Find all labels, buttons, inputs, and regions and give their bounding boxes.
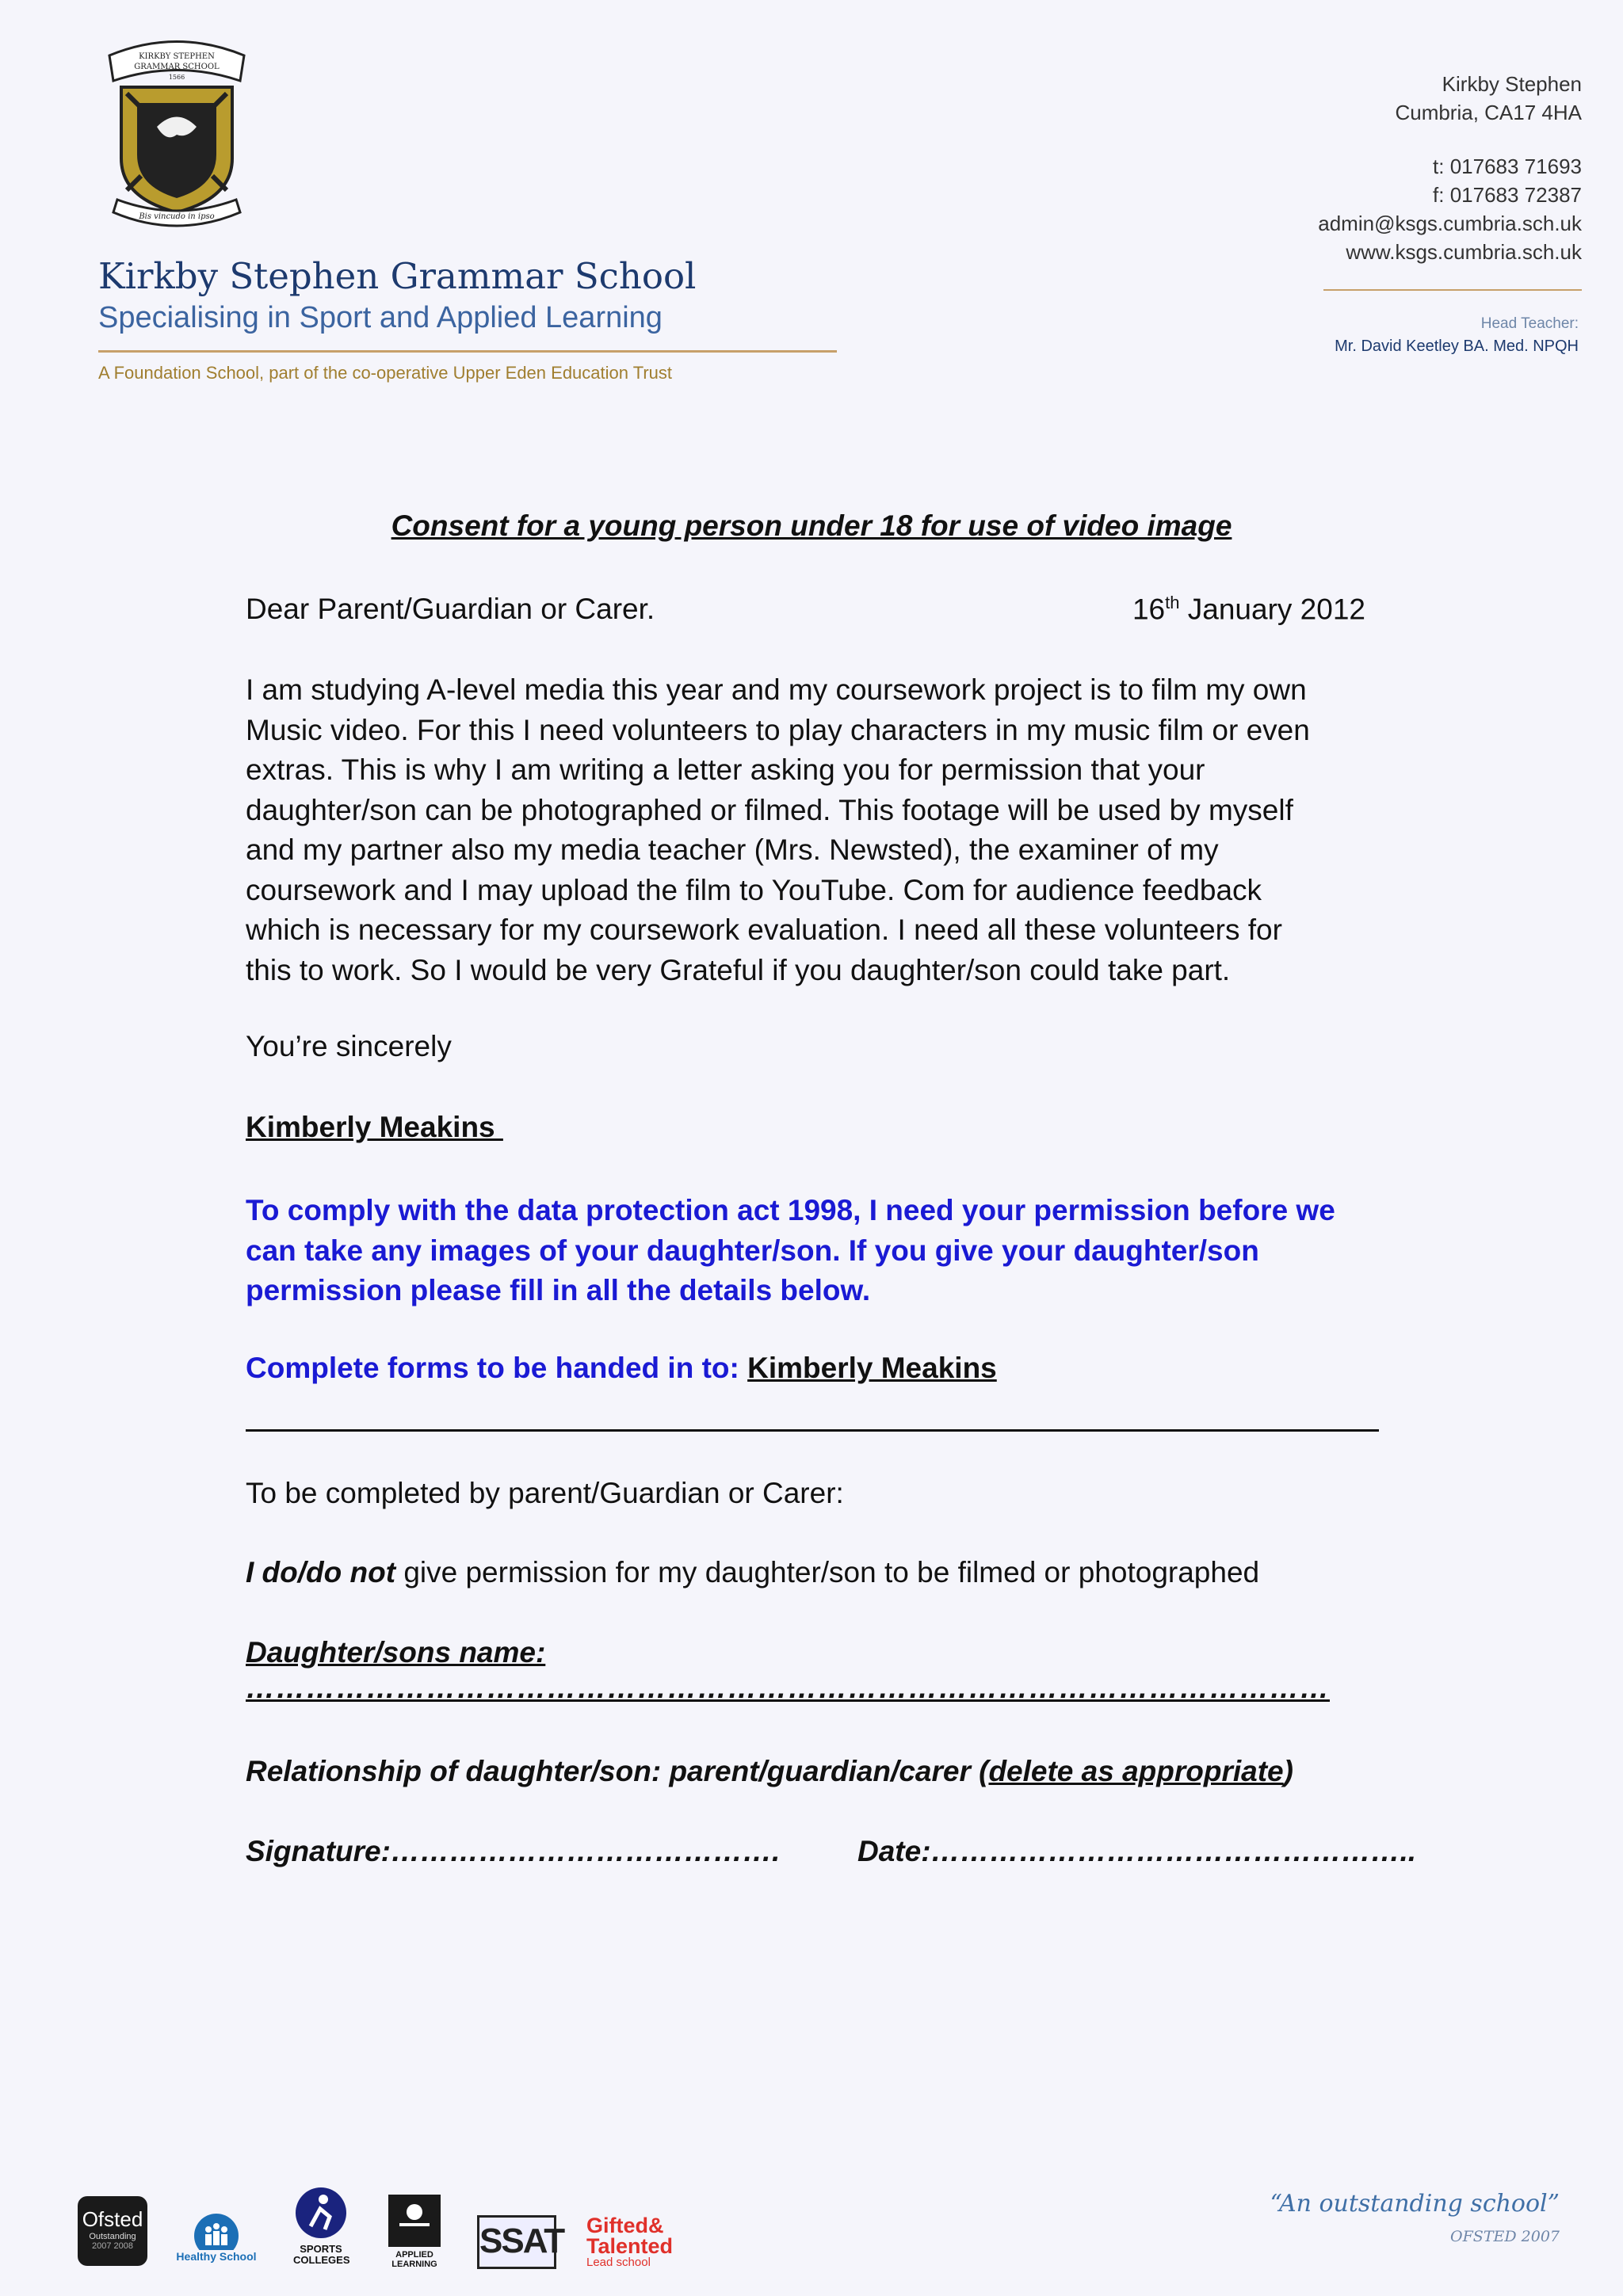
body-line: I am studying A-level media this year and my coursework project is to film my own [246,673,1307,706]
permission-text: give permission for my daughter/son to be filmed or photographed [395,1556,1260,1589]
ofsted-logo [78,2196,147,2266]
relationship-delete-note: delete as appropriate [988,1755,1284,1787]
date-suffix: th [1165,593,1180,612]
gifted-line: Gifted& [586,2214,664,2237]
lead-school-line: Lead school [586,2256,651,2269]
permission-option[interactable]: I do/do not [246,1556,396,1589]
child-name-label: Daughter/sons name: [246,1636,546,1669]
hand-in-label: Complete forms to be handed in to: [246,1352,748,1384]
permission-statement [246,1556,1259,1589]
school-name: Kirkby Stephen Grammar School [98,255,697,297]
body-line: and my partner also my media teacher (Mrs. Newsted), the examiner of my [246,833,1219,866]
relationship-field[interactable] [246,1755,1293,1788]
applied-learning-label: APPLIED LEARNING [391,2250,437,2269]
notice-line: To comply with the data protection act 1998, I need your permission before we [246,1194,1335,1226]
talented-line: Talented [586,2234,674,2258]
svg-text:Bis vincudo in ipso: Bis vincudo in ipso [139,212,215,221]
signature-field[interactable]: Signature:…………………………………. [246,1835,781,1867]
school-crest [94,32,260,230]
data-protection-notice [246,1191,1335,1311]
ofsted-years: 2007 2008 [92,2241,133,2251]
relationship-close: ) [1283,1755,1293,1787]
letter-body [246,670,1387,990]
outstanding-quote: “An outstanding school” [1270,2190,1560,2218]
phone-number: t: 017683 71693 [1433,154,1582,178]
signer-name: Kimberly Meakins [246,1111,503,1143]
body-line: daughter/son can be photographed or filmed. This footage will be used by myself [246,793,1293,826]
head-teacher-name: Mr. David Keetley BA. Med. NPQH [1335,338,1579,355]
svg-text:1566: 1566 [168,74,185,81]
school-tagline: Specialising in Sport and Applied Learning [98,301,663,334]
fax-number: f: 017683 72387 [1433,183,1582,207]
salutation: Dear Parent/Guardian or Carer. [246,593,655,625]
notice-line: permission please fill in all the details below. [246,1274,871,1306]
svg-text:KIRKBY STEPHEN: KIRKBY STEPHEN [139,52,215,61]
relationship-text: Relationship of daughter/son: parent/guardian/carer ( [246,1755,989,1787]
date-day: 16 [1132,593,1166,626]
hand-in-name: Kimberly Meakins [747,1352,997,1384]
contact-block [1318,70,1582,266]
hand-in-instruction [246,1352,997,1385]
contact-divider [1323,289,1582,291]
ofsted-year: OFSTED 2007 [1450,2228,1560,2245]
gifted-talented-logo [586,2214,689,2269]
body-line: extras. This is why I am writing a letter asking you for permission that your [246,753,1205,786]
ofsted-sub: Outstanding [89,2232,136,2241]
foundation-statement: A Foundation School, part of the co-operative Upper Eden Education Trust [98,363,673,383]
letter-date [1132,593,1365,626]
body-line: which is necessary for my coursework evaluation. I need all these volunteers for [246,913,1282,946]
applied-learning-logo [387,2195,442,2267]
sports-colleges-logo [293,2185,349,2267]
body-line: Music video. For this I need volunteers to play characters in my music film or even [246,713,1310,746]
address-line-1: Kirkby Stephen [1442,72,1582,96]
date-field[interactable]: Date:………………………………………….. [857,1835,1417,1867]
child-name-field[interactable]: ……………………………………………………………………………………………… [246,1672,1330,1704]
body-line: coursework and I may upload the film to YouTube. Com for audience feedback [246,873,1262,906]
notice-line: can take any images of your daughter/son. If you give your daughter/son [246,1234,1259,1267]
svg-text:GRAMMAR SCHOOL: GRAMMAR SCHOOL [134,63,220,71]
body-line: this to work. So I would be very Grateful if you daughter/son could take part. [246,953,1231,986]
head-teacher-label: Head Teacher: [1480,315,1579,332]
closing: You’re sincerely [246,1030,452,1062]
healthy-school-logo [173,2210,260,2267]
applied-learning-icon [388,2195,441,2247]
header-divider [98,350,837,353]
address-line-2: Cumbria, CA17 4HA [1395,101,1582,124]
ofsted-title: Ofsted [82,2207,143,2231]
form-divider [246,1429,1379,1432]
website-link[interactable]: www.ksgs.cumbria.sch.uk [1346,240,1582,264]
ssat-logo: SSAT [477,2215,556,2269]
healthy-school-label: Healthy School [176,2250,257,2263]
sports-colleges-label: SPORTS COLLEGES [293,2243,350,2266]
date-rest: January 2012 [1179,593,1365,626]
letter-title: Consent for a young person under 18 for use of video image [391,509,1232,542]
form-heading: To be completed by parent/Guardian or Carer: [246,1477,844,1509]
email-address[interactable]: admin@ksgs.cumbria.sch.uk [1318,212,1582,235]
